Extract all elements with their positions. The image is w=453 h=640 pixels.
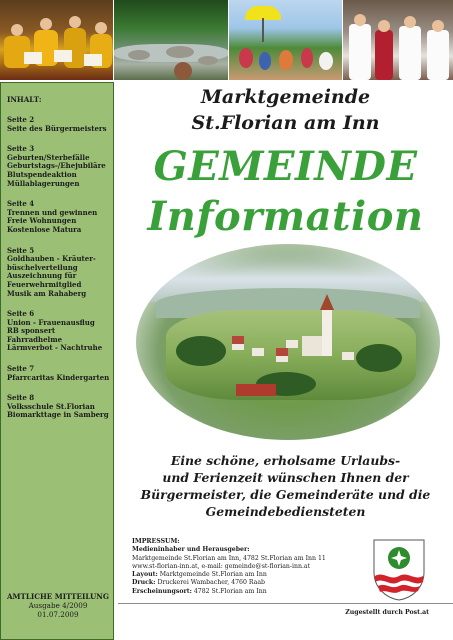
toc-page-label: Seite 8 — [7, 393, 35, 403]
impressum-publisher-label: Medieninhaber und Herausgeber: — [132, 546, 250, 554]
toc-section — [7, 310, 111, 353]
photo-river-landscape — [114, 0, 227, 80]
toc-item: Kostenlose Matura — [7, 224, 82, 234]
contents-sidebar — [0, 82, 114, 640]
photo-music-band — [0, 0, 113, 80]
issue-info — [1, 592, 115, 619]
toc-section — [7, 116, 111, 133]
impressum-place-label: Erscheinungsort: — [132, 587, 192, 595]
toc-page-label: Seite 5 — [7, 245, 35, 255]
greeting-line: Eine schöne, erholsame Urlaubs- — [170, 453, 401, 468]
headline-gemeinde: GEMEINDE — [153, 143, 418, 190]
toc-item: Biomarkttage in Samberg — [7, 410, 109, 420]
municipality-name-line1: Marktgemeinde — [200, 86, 371, 108]
greeting-line: Gemeindebediensteten — [205, 504, 366, 519]
greeting-line: Bürgermeister, die Gemeinderäte und die — [140, 487, 431, 502]
toc-section — [7, 365, 111, 382]
municipality-name-line2: St.Florian am Inn — [191, 112, 380, 134]
toc-item: Lärmverbot - Nachtruhe — [7, 343, 103, 353]
toc-item: Auszeichnung für — [7, 271, 77, 281]
toc-item: Trennen und gewinnen — [7, 207, 98, 217]
impressum-print-row — [132, 579, 368, 587]
toc-section — [7, 394, 111, 420]
table-of-contents — [7, 95, 111, 573]
delivery-note: Zugestellt durch Post.at — [345, 609, 429, 616]
toc-item: Seite des Bürgermeisters — [7, 123, 107, 133]
toc-section — [7, 247, 111, 299]
toc-item: Goldhauben - Kräuter- — [7, 254, 96, 264]
toc-item: Freie Wohnungen — [7, 216, 77, 226]
toc-item: Pfarrcaritas Kindergarten — [7, 372, 110, 382]
toc-item: Geburtstags-/Ehejubiläre — [7, 161, 106, 171]
headline-information: Information — [147, 193, 424, 240]
greeting-text — [118, 452, 453, 520]
issue-number: Ausgabe 4/2009 — [28, 601, 88, 610]
impressum-place: 4782 St.Florian am Inn — [193, 587, 267, 595]
toc-item: Volksschule St.Florian — [7, 401, 95, 411]
footer-rule — [118, 603, 453, 604]
impressum-print-label: Druck: — [132, 579, 156, 587]
toc-section — [7, 200, 111, 234]
toc-list — [7, 116, 111, 420]
impressum-heading: IMPRESSUM: — [132, 538, 180, 545]
toc-item: Musik am Rahaberg — [7, 288, 87, 298]
toc-page-label: Seite 2 — [7, 115, 35, 124]
impressum-print: Druckerei Wambacher, 4760 Raab — [157, 579, 265, 587]
impressum-layout: Marktgemeinde St.Florian am Inn — [159, 571, 267, 579]
toc-item: Fahrradhelme — [7, 334, 63, 344]
aerial-village-photo — [136, 244, 440, 440]
toc-item: Union - Frauenausflug — [7, 317, 95, 327]
toc-page-label: Seite 6 — [7, 309, 35, 319]
toc-heading: INHALT: — [7, 95, 42, 104]
photo-procession — [343, 0, 453, 80]
impressum — [132, 538, 368, 596]
toc-item: Feuerwehrmitglied — [7, 279, 82, 289]
toc-item: Müllablagerungen — [7, 178, 80, 188]
impressum-layout-label: Layout: — [132, 571, 158, 579]
impressum-place-row — [132, 588, 368, 596]
impressum-publisher: Marktgemeinde St.Florian am Inn, 4782 St.Florian am Inn 11 — [132, 554, 326, 562]
toc-item: büschelverteilung — [7, 262, 78, 272]
header-photo-strip — [0, 0, 453, 80]
toc-item: RB sponsert — [7, 326, 56, 336]
toc-item: Blutspendeaktion — [7, 169, 77, 179]
toc-page-label: Seite 3 — [7, 144, 35, 154]
greeting-line: und Ferienzeit wünschen Ihnen der — [162, 470, 409, 485]
toc-item: Geburten/Sterbefälle — [7, 152, 90, 162]
toc-page-label: Seite 7 — [7, 364, 35, 374]
toc-page-label: Seite 4 — [7, 199, 35, 209]
issue-date: 01.07.2009 — [37, 610, 79, 619]
toc-section — [7, 145, 111, 188]
impressum-layout-row — [132, 571, 368, 579]
coat-of-arms-icon — [372, 538, 426, 602]
masthead — [118, 84, 453, 242]
photo-outdoor-event — [229, 0, 342, 80]
impressum-web: www.st-florian-inn.at, e-mail: gemeinde@st-florian-inn.at — [132, 562, 311, 570]
issue-label: AMTLICHE MITTEILUNG — [6, 592, 110, 601]
